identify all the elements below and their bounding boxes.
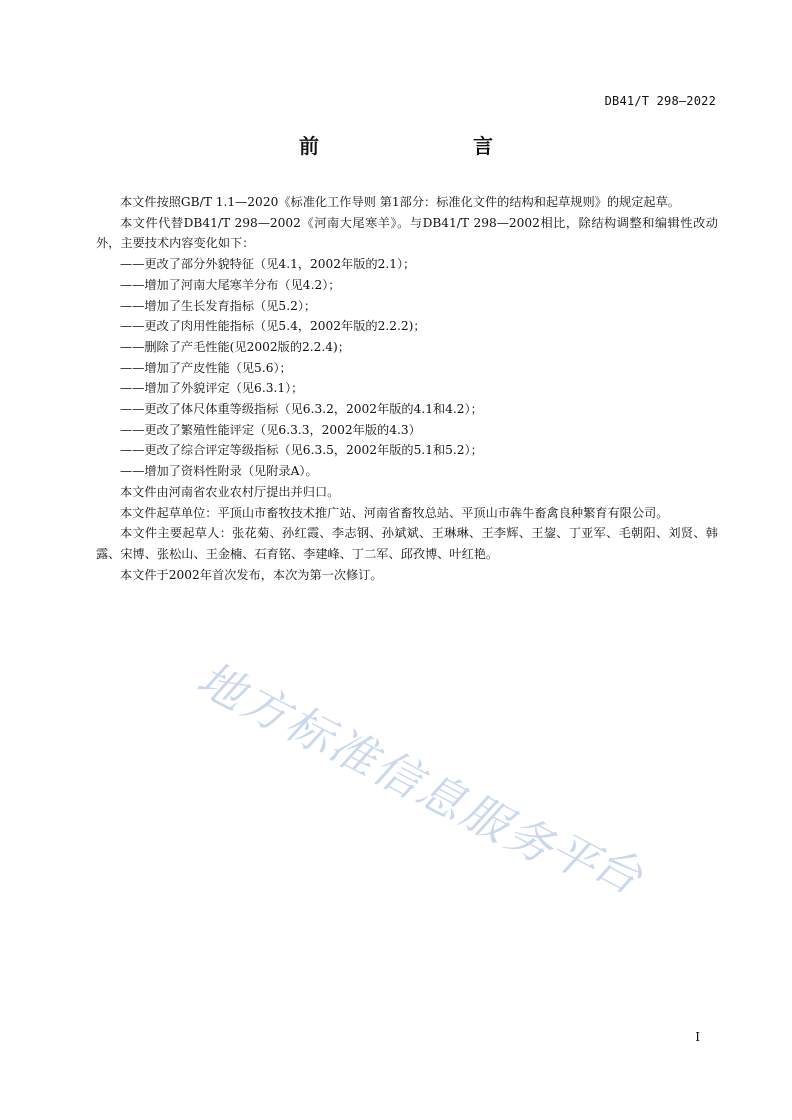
change-item: ——更改了肉用性能指标（见5.4，2002年版的2.2.2)； [120, 319, 426, 334]
watermark-char: 台 [584, 835, 651, 905]
change-item: ——增加了河南大尾寒羊分布（见4.2）； [120, 277, 341, 292]
change-item: ——更改了综合评定等级指标（见6.3.5，2002年版的5.1和5.2）； [120, 443, 483, 458]
watermark-char: 息 [408, 761, 475, 831]
paragraph-drafting-basis: 本文件按照GB/T 1.1—2020《标准化工作导则 第1部分：标准化文件的结构和起草规则》的规定起草。 [120, 195, 680, 209]
change-item: ——更改了繁殖性能评定（见6.3.3，2002年版的4.3） [120, 422, 421, 437]
watermark [188, 650, 670, 905]
paragraph-replacement: 本文件代替DB41/T 298—2002《河南大尾寒羊》。与DB41/T 298—2002相比，除结构调整和编辑性改动外，主要技术内容变化如下： [96, 215, 718, 251]
page-title: 前 言 [299, 134, 531, 158]
paragraph-proposer: 本文件由河南省农业农村厅提出并归口。 [120, 484, 340, 499]
change-item: ——增加了外貌评定（见6.3.1）； [120, 381, 304, 396]
watermark-char: 地 [188, 651, 255, 721]
change-item: ——增加了产皮性能（见5.6）； [120, 360, 292, 375]
watermark-char: 准 [320, 717, 387, 787]
standard-code: DB41/T 298—2022 [604, 94, 716, 108]
change-item: ——更改了体尺体重等级指标（见6.3.2，2002年版的4.1和4.2）； [120, 402, 483, 417]
change-item: ——增加了生长发育指标（见5.2）； [120, 298, 317, 313]
watermark-char: 服 [452, 783, 519, 853]
page-number: I [695, 1030, 700, 1044]
watermark-char: 标 [276, 695, 343, 765]
watermark-char: 方 [232, 673, 299, 743]
paragraph-release-history: 本文件于2002年首次发布，本次为第一次修订。 [120, 567, 383, 582]
watermark-char: 信 [364, 739, 431, 809]
paragraph-drafters: 本文件主要起草人：张花菊、孙红霞、李志钢、孙斌斌、王琳琳、王李辉、王鋆、丁亚军、毛朝阳、刘贤、韩露、宋博、张松山、王金楠、石育铭、李建峰、丁二军、邱孜博、叶红艳。 [96, 526, 718, 561]
change-item: ——增加了资料性附录（见附录A）。 [120, 464, 318, 479]
watermark-char: 务 [496, 805, 563, 875]
change-item: ——删除了产毛性能(见2002版的2.2.4)； [120, 339, 350, 354]
paragraph-drafting-units: 本文件起草单位：平顶山市畜牧技术推广站、河南省畜牧总站、平顶山市犇牛畜禽良种繁育有限公司。 [120, 505, 669, 520]
watermark-char: 平 [540, 821, 607, 891]
change-item: ——更改了部分外貌特征（见4.1，2002年版的2.1）； [120, 257, 416, 272]
foreword-body [96, 192, 718, 585]
